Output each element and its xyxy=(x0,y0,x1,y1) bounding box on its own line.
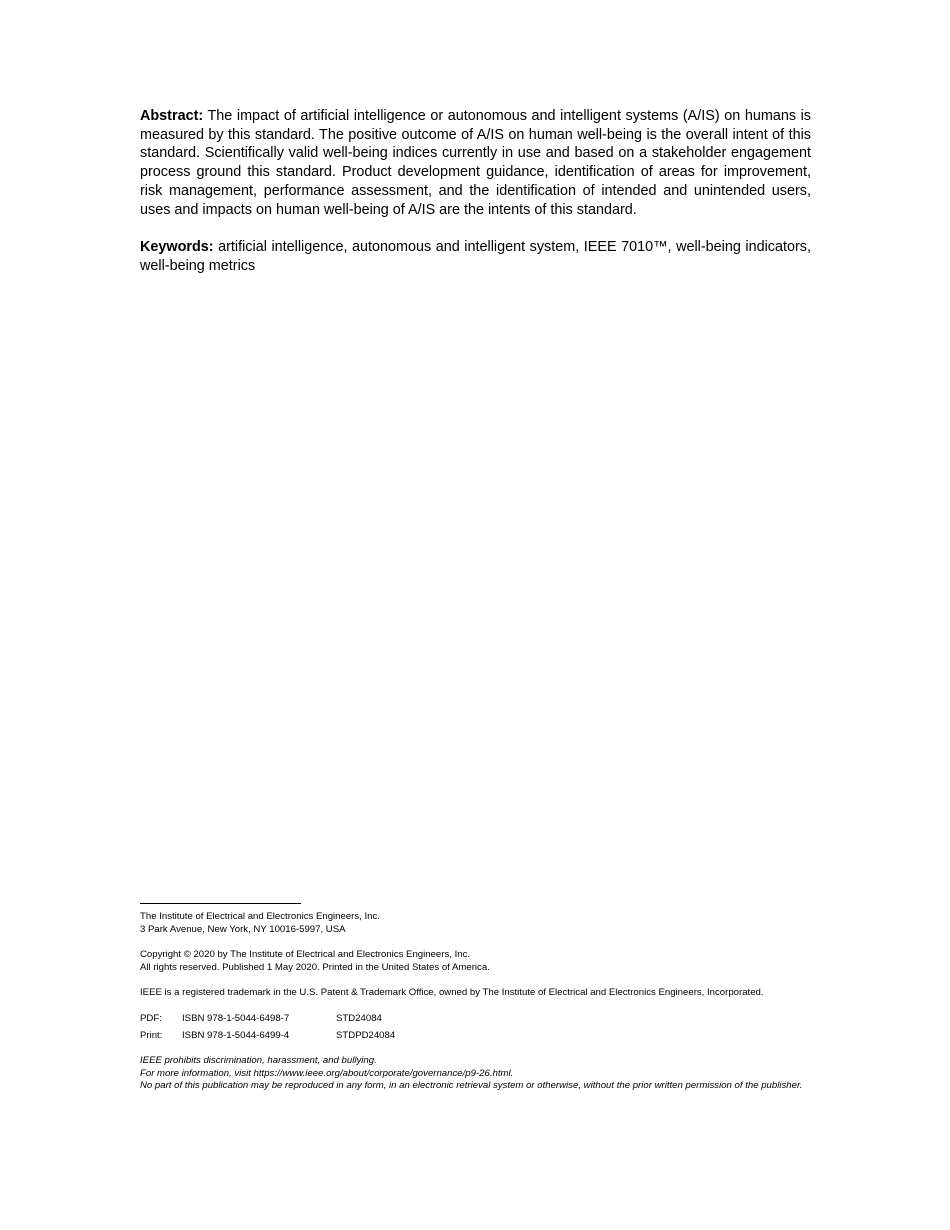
keywords-text: artificial intelligence, autonomous and intelligent system, IEEE 7010™, well-being indicators, well-being metrics xyxy=(140,239,811,274)
abstract-text: The impact of artificial intelligence or autonomous and intelligent systems (A/IS) on humans is measured by this standard. The positive outcome of A/IS on human well-being is the overall intent of this standard. Scientifically valid well-being indices currently in use and based on a stakeholder engagement process ground this standard. Product development guidance, identification of areas for improvement, risk management, performance assessment, and the identification of intended and unintended users, uses and impacts on human well-being of A/IS are the intents of this standard. xyxy=(140,108,811,218)
address-line-2: 3 Park Avenue, New York, NY 10016-5997, USA xyxy=(140,923,346,935)
isbn-table xyxy=(140,1013,811,1042)
isbn-code: STDPD24084 xyxy=(336,1029,396,1041)
keywords-paragraph xyxy=(140,238,811,275)
isbn-number: ISBN 978-1-5044-6499-4 xyxy=(182,1029,290,1041)
publisher-address xyxy=(140,911,811,936)
isbn-row-print xyxy=(140,1030,811,1043)
address-line-1: The Institute of Electrical and Electronics Engineers, Inc. xyxy=(140,911,380,922)
publication-footer xyxy=(140,903,811,1106)
notice-line-3: No part of this publication may be reproduced in any form, in an electronic retrieval system or otherwise, without the prior written permission of the publisher. xyxy=(140,1080,803,1092)
isbn-number: ISBN 978-1-5044-6498-7 xyxy=(182,1012,290,1024)
isbn-format: PDF: xyxy=(140,1012,162,1024)
keywords-label: Keywords: xyxy=(140,239,214,256)
isbn-code: STD24084 xyxy=(336,1012,382,1024)
isbn-format: Print: xyxy=(140,1029,163,1041)
notice-line-1: IEEE prohibits discrimination, harassment, and bullying. xyxy=(140,1055,377,1067)
main-content xyxy=(140,107,811,276)
policy-notice xyxy=(140,1055,811,1093)
copyright-notice xyxy=(140,949,811,974)
copyright-line-1: Copyright © 2020 by The Institute of Electrical and Electronics Engineers, Inc. xyxy=(140,949,471,961)
abstract-label: Abstract: xyxy=(140,108,204,124)
abstract-paragraph xyxy=(140,107,811,219)
trademark-notice xyxy=(140,987,811,1000)
notice-line-2: For more information, visit https://www.ieee.org/about/corporate/governance/p9-26.html. xyxy=(140,1067,514,1079)
trademark-text: IEEE is a registered trademark in the U.S. Patent & Trademark Office, owned by The Institute of Electrical and Electronics Engineers, Incorporated. xyxy=(140,987,764,999)
footer-divider xyxy=(140,903,301,904)
copyright-line-2: All rights reserved. Published 1 May 2020. Printed in the United States of America. xyxy=(140,961,490,973)
isbn-row-pdf xyxy=(140,1013,811,1026)
